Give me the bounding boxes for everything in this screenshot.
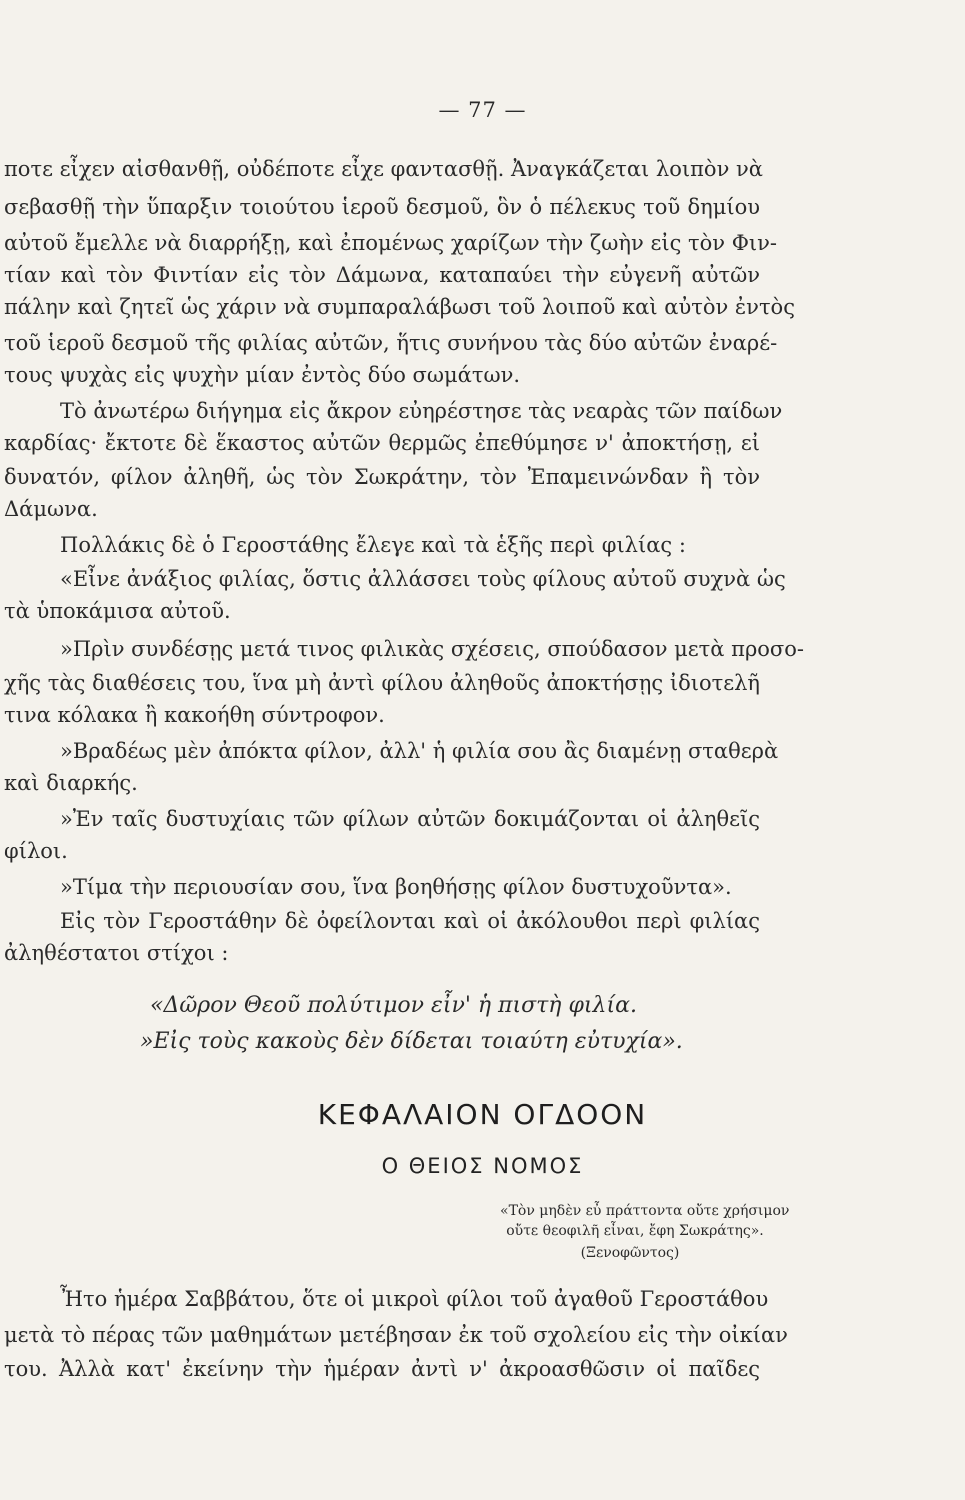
- text-line: ἀληθέστατοι στίχοι :: [4, 941, 229, 965]
- text-line: »Πρὶν συνδέσῃς μετά τινος φιλικὰς σχέσεις, σπούδασον μετὰ προσο-: [60, 637, 805, 661]
- text-line: καὶ διαρκής.: [4, 771, 138, 795]
- text-line: χῆς τὰς διαθέσεις του, ἵνα μὴ ἀντὶ φίλου ἀληθοῦς ἀποκτήσῃς ἰδιοτελῆ: [4, 671, 760, 695]
- epigraph-line: (Ξενοφῶντος): [580, 1245, 680, 1261]
- text-line: »Βραδέως μὲν ἀπόκτα φίλον, ἀλλ' ἡ φιλία σου ἂς διαμένῃ σταθερὰ: [60, 739, 779, 763]
- epigraph-line: οὔτε θεοφιλῆ εἶναι, ἔφη Σωκράτης».: [506, 1223, 764, 1239]
- text-line: τινα κόλακα ἢ κακοήθη σύντροφον.: [4, 703, 385, 727]
- text-line: »Τίμα τὴν περιουσίαν σου, ἵνα βοηθήσῃς φίλον δυστυχοῦντα».: [60, 875, 732, 899]
- page-number: — 77 —: [438, 98, 527, 122]
- text-line: Πολλάκις δὲ ὁ Γεροστάθης ἔλεγε καὶ τὰ ἑξῆς περὶ φιλίας :: [60, 533, 686, 557]
- verse-line: »Εἰς τοὺς κακοὺς δὲν δίδεται τοιαύτη εὐτυχία».: [140, 1029, 683, 1054]
- text-line: »Ἐν ταῖς δυστυχίαις τῶν φίλων αὐτῶν δοκιμάζονται οἱ ἀληθεῖς: [60, 807, 760, 831]
- text-line: Τὸ ἀνωτέρω διήγημα εἰς ἄκρον εὐηρέστησε τὰς νεαρὰς τῶν παίδων: [60, 399, 783, 423]
- text-line: αὐτοῦ ἔμελλε νὰ διαρρήξῃ, καὶ ἐπομένως χαρίζων τὴν ζωὴν εἰς τὸν Φιν-: [4, 231, 778, 255]
- text-line: φίλοι.: [4, 839, 68, 863]
- text-line: καρδίας· ἔκτοτε δὲ ἕκαστος αὐτῶν θερμῶς ἐπεθύμησε ν' ἀποκτήσῃ, εἰ: [4, 431, 760, 455]
- text-line: τὰ ὑποκάμισα αὐτοῦ.: [4, 599, 231, 623]
- text-line: πάλην καὶ ζητεῖ ὡς χάριν νὰ συμπαραλάβωσι τοῦ λοιποῦ καὶ αὐτὸν ἐντὸς: [4, 295, 795, 319]
- text-line: Ἦτο ἡμέρα Σαββάτου, ὅτε οἱ μικροὶ φίλοι τοῦ ἀγαθοῦ Γεροστάθου: [60, 1287, 769, 1311]
- verse-line: «Δῶρον Θεοῦ πολύτιμον εἶν' ἡ πιστὴ φιλία.: [150, 993, 637, 1018]
- text-line: μετὰ τὸ πέρας τῶν μαθημάτων μετέβησαν ἐκ τοῦ σχολείου εἰς τὴν οἰκίαν: [4, 1323, 788, 1347]
- text-line: ποτε εἶχεν αἰσθανθῇ, οὐδέποτε εἶχε φαντασθῇ. Ἀναγκάζεται λοιπὸν νὰ: [4, 157, 763, 181]
- text-line: Εἰς τὸν Γεροστάθην δὲ ὀφείλονται καὶ οἱ ἀκόλουθοι περὶ φιλίας: [60, 909, 760, 933]
- epigraph-line: «Τὸν μηδὲν εὖ πράττοντα οὔτε χρήσιμον: [500, 1203, 790, 1219]
- text-line: του. Ἀλλὰ κατ' ἐκείνην τὴν ἡμέραν ἀντὶ ν' ἀκροασθῶσιν οἱ παῖδες: [4, 1357, 760, 1381]
- text-line: δυνατόν, φίλον ἀληθῆ, ὡς τὸν Σωκράτην, τὸν Ἐπαμεινώνδαν ἢ τὸν: [4, 465, 760, 489]
- text-line: «Εἶνε ἀνάξιος φιλίας, ὅστις ἀλλάσσει τοὺς φίλους αὐτοῦ συχνὰ ὡς: [60, 567, 786, 591]
- chapter-subtitle: Ο ΘΕΙΟΣ ΝΟΜΟΣ: [381, 1154, 584, 1178]
- text-line: τους ψυχὰς εἰς ψυχὴν μίαν ἐντὸς δύο σωμάτων.: [4, 363, 521, 387]
- text-line: τίαν καὶ τὸν Φιντίαν εἰς τὸν Δάμωνα, καταπαύει τὴν εὐγενῆ αὐτῶν: [4, 263, 760, 287]
- text-line: τοῦ ἱεροῦ δεσμοῦ τῆς φιλίας αὐτῶν, ἥτις συνήνου τὰς δύο αὐτῶν ἐναρέ-: [4, 331, 778, 355]
- text-line: Δάμωνα.: [4, 497, 98, 521]
- chapter-title: ΚΕΦΑΛΑΙΟΝ ΟΓΔΟΟΝ: [317, 1098, 648, 1131]
- text-line: σεβασθῇ τὴν ὕπαρξιν τοιούτου ἱεροῦ δεσμοῦ, ὃν ὁ πέλεκυς τοῦ δημίου: [4, 195, 760, 219]
